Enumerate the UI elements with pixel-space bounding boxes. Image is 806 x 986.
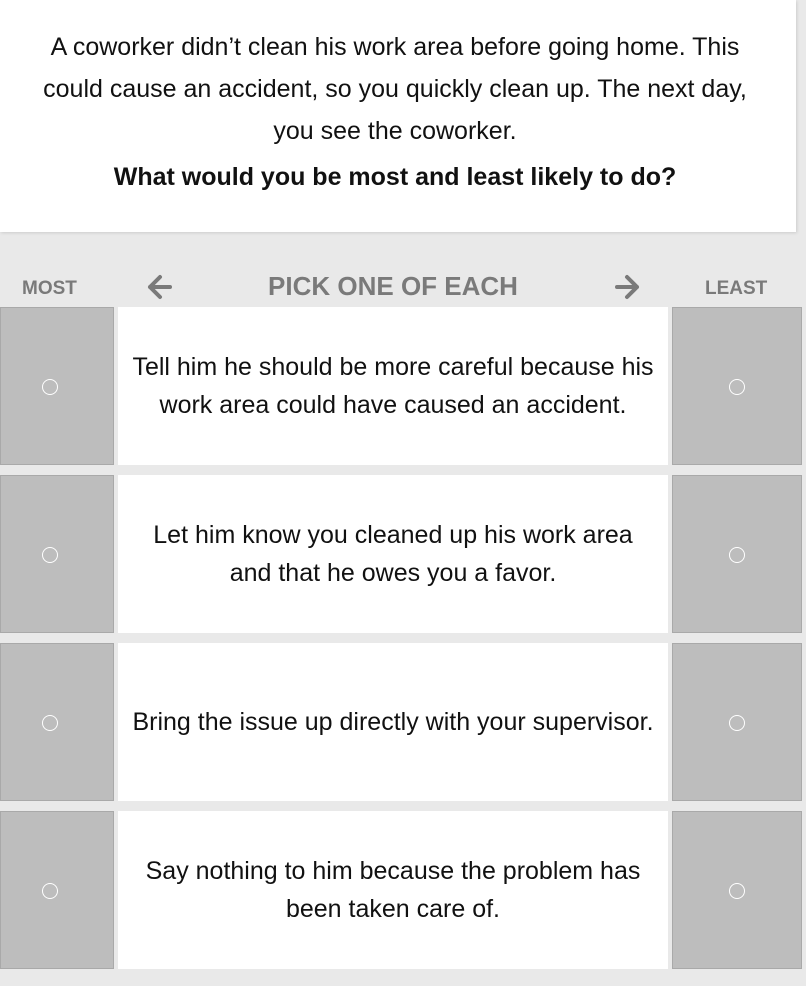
most-radio-3[interactable] [0,643,114,801]
most-column-label: MOST [22,278,77,299]
option-text-2: Let him know you cleaned up his work area and that he owes you a favor. [118,475,668,633]
option-row [0,307,806,467]
instruction-text: PICK ONE OF EACH [268,271,518,301]
radio-circle-icon [729,715,745,731]
radio-circle-icon [42,715,58,731]
radio-circle-icon [729,883,745,899]
arrow-right-icon[interactable] [614,274,640,300]
choice-header [0,258,806,306]
radio-circle-icon [729,379,745,395]
question-prompt: What would you be most and least likely to do? [113,163,677,191]
least-radio-1[interactable] [672,307,802,465]
radio-circle-icon [42,883,58,899]
option-row [0,811,806,971]
option-text-4: Say nothing to him because the problem has been taken care of. [118,811,668,969]
radio-circle-icon [42,379,58,395]
most-radio-1[interactable] [0,307,114,465]
scenario-text: A coworker didn’t clean his work area before going home. This could cause an accident, so you quickly clean up. The next day, you see the coworker. [43,33,747,145]
option-text-3: Bring the issue up directly with your supervisor. [118,643,668,801]
radio-circle-icon [42,547,58,563]
option-text-1: Tell him he should be more careful because his work area could have caused an accident. [118,307,668,465]
least-radio-2[interactable] [672,475,802,633]
most-radio-4[interactable] [0,811,114,969]
radio-circle-icon [729,547,745,563]
question-card [0,0,796,232]
least-column-label: LEAST [705,278,768,299]
option-row [0,475,806,635]
most-radio-2[interactable] [0,475,114,633]
least-radio-3[interactable] [672,643,802,801]
option-row [0,643,806,803]
least-radio-4[interactable] [672,811,802,969]
arrow-left-icon[interactable] [147,274,173,300]
